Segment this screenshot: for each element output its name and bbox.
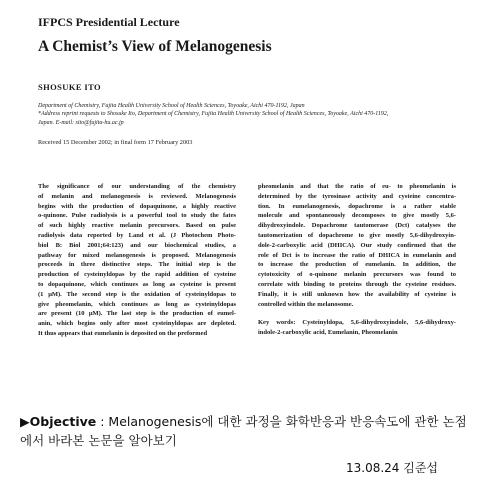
abstract-line: proceeds in three distinctive steps. The initial step is the bbox=[38, 261, 236, 269]
objective-note bbox=[20, 412, 470, 450]
affiliation-line: *Address reprint requests to Shosuke Ito, Department of Chemistry, Fujita Health University School of Health Sciences, Toyoake, Aichi 470-1192, bbox=[38, 111, 389, 118]
lecture-series: IFPCS Presidential Lecture bbox=[38, 15, 180, 29]
abstract-line: give pheomelanin, which continues as long as cysteinyldopas bbox=[38, 300, 236, 308]
objective-heading: Objective bbox=[29, 414, 97, 429]
abstract-line: Finally, it is still unknown how the availability of cysteine is bbox=[258, 290, 456, 298]
abstract-line: determined by the tyrosinase activity and cysteine concentra- bbox=[258, 192, 456, 200]
abstract-line: anin, which begins only after most cysteinyldopas are depleted. bbox=[38, 320, 236, 328]
abstract-line: tautomerization of dopachrome to give mostly 5,6-dihydroxyin- bbox=[258, 231, 456, 239]
abstract-line: biol B: Biol 2001;64:123) and our biochemical studies, a bbox=[38, 241, 236, 249]
abstract-line: Key words: Cysteinyldopa, 5,6-dihydroxyindole, 5,6-dihydroxy- bbox=[258, 319, 456, 327]
abstract-line: to dopaquinone, which continues as long as cysteine is present bbox=[38, 280, 236, 288]
abstract-line: role of Dct is to increase the ratio of DHICA in eumelanin and bbox=[258, 251, 456, 259]
affiliation-line: Department of Chemistry, Fujita Health University School of Health Sciences, Toyoake, Aichi 470-1192, Japan bbox=[38, 103, 305, 109]
paper-title: A Chemist’s View of Melanogenesis bbox=[38, 38, 272, 55]
abstract-line: pheomelanin and that the ratio of eu- to pheomelanin is bbox=[258, 183, 456, 190]
objective-text-continued: 에서 바라본 논문을 알아보기 bbox=[20, 433, 177, 448]
abstract-line: correlate with binding to proteins through the cysteine residues. bbox=[258, 280, 456, 288]
received-date: Received 15 December 2002; in final form 17 February 2003 bbox=[38, 139, 193, 146]
abstract-line: The significance of our understanding of the chemistry bbox=[38, 183, 236, 190]
affiliation bbox=[38, 102, 450, 127]
play-triangle-icon: ▶ bbox=[20, 414, 30, 429]
abstract-line: are present (10 μM). The last step is the production of eumel- bbox=[38, 310, 236, 318]
abstract-line: molecule and spontaneously decomposes to give mostly 5,6- bbox=[258, 212, 456, 220]
abstract-line: o-quinone. Pulse radiolysis is a powerful tool to study the fates bbox=[38, 212, 236, 220]
author-name: SHOSUKE ITO bbox=[38, 82, 102, 92]
keywords bbox=[258, 318, 456, 338]
abstract-line: of such highly reactive melanin precursors. Based on pulse bbox=[38, 222, 236, 230]
objective-text: : Melanogenesis에 대한 과정을 화학반응과 반응속도에 관한 논점 bbox=[96, 414, 467, 429]
date-author-signature: 13.08.24 김준섭 bbox=[346, 461, 439, 475]
abstract-line: indole-2-carboxylic acid, Eumelanin, Pheomelanin bbox=[258, 329, 398, 337]
abstract-right-column bbox=[258, 182, 456, 338]
abstract-line: tion. In eumelanogenesis, dopachrome is a rather stable bbox=[258, 202, 456, 210]
abstract-line: of melanin and melanogenesis is reviewed. Melanogenesis bbox=[38, 192, 236, 200]
abstract-line: cytotoxicity of o-quinone melanin precursors was found to bbox=[258, 271, 456, 279]
abstract-line: controlled within the melanosome. bbox=[258, 300, 354, 308]
abstract-left-column bbox=[38, 182, 236, 339]
abstract-line: It thus appears that eumelanin is deposited on the preformed bbox=[38, 329, 208, 337]
affiliation-line: Japan. E-mail: sito@fujita-hu.ac.jp bbox=[38, 119, 124, 126]
abstract-line: begins with the production of dopaquinone, a highly reactive bbox=[38, 202, 236, 210]
abstract-line: dole-2-carboxylic acid (DHICA). Our study confirmed that the bbox=[258, 241, 456, 249]
abstract-line: to increase the production of eumelanin. In addition, the bbox=[258, 261, 456, 269]
abstract-line: pathway for mixed melanogenesis is proposed. Melanogenesis bbox=[38, 251, 236, 259]
abstract-line: (1 μM). The second step is the oxidation of cysteinyldopas to bbox=[38, 290, 236, 298]
abstract-line: production of cysteinyldopas by the rapid addition of cysteine bbox=[38, 271, 236, 279]
abstract-line: radiolysis data reported by Land et al. (J Photochem Photo- bbox=[38, 231, 236, 239]
abstract-line: dihydroxyindole. Dopachrome tautomerase (Dct) catalyses the bbox=[258, 222, 456, 230]
